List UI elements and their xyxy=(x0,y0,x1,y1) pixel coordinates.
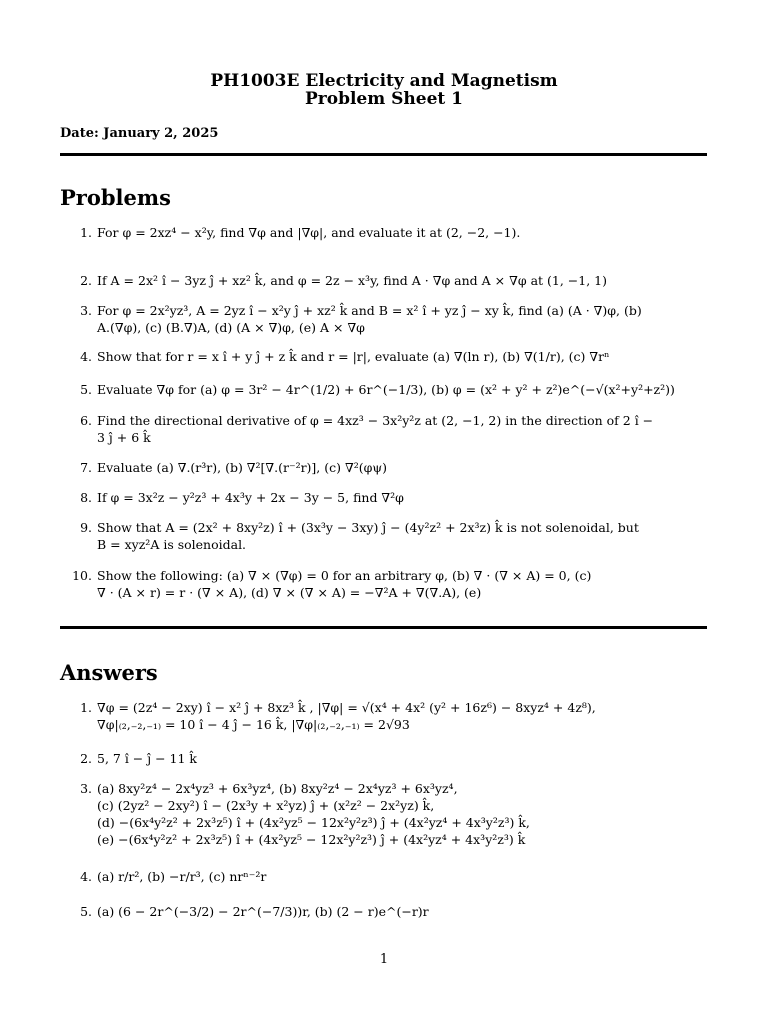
answer-number: 1. xyxy=(80,700,92,715)
problem-number: 3. xyxy=(80,303,92,318)
answer-text: (d) −(6x⁴y²z² + 2x³z⁵) î + (4x²yz⁵ − 12x²y²z³) ĵ + (4x²yz⁴ + 4x³y²z³) k̂, xyxy=(97,815,530,830)
answer-text: (a) r/r², (b) −r/r³, (c) nrⁿ⁻²r xyxy=(97,869,267,884)
problem-text: B = xyz²A is solenoidal. xyxy=(97,537,247,552)
problems-heading: Problems xyxy=(60,185,171,210)
course-title: PH1003E Electricity and Magnetism xyxy=(210,71,558,91)
answer-number: 5. xyxy=(80,904,92,919)
document-header xyxy=(0,72,768,108)
answer-text: ∇φ|₍₂,₋₂,₋₁₎ = 10 î − 4 ĵ − 16 k̂, |∇φ|₍₂,₋₂,₋₁₎ = 2√93 xyxy=(97,717,410,732)
sheet-title: Problem Sheet 1 xyxy=(304,89,463,109)
problem-text: If A = 2x² î − 3yz ĵ + xz² k̂, and φ = 2z − x³y, find A · ∇φ and A × ∇φ at (1, −1, 1) xyxy=(97,273,607,288)
problem-number: 2. xyxy=(80,273,92,288)
problem-text: A.(∇φ), (c) (B.∇)A, (d) (A × ∇)φ, (e) A × ∇φ xyxy=(97,320,365,335)
problem-text: For φ = 2x²yz³, A = 2yz î − x²y ĵ + xz² k̂ and B = x² î + yz ĵ − xy k̂, find (a) (A · ∇)φ, (b) xyxy=(97,303,642,318)
problem-text: Find the directional derivative of φ = 4xz³ − 3x²y²z at (2, −1, 2) in the direction of 2 î − xyxy=(97,413,654,428)
answer-number: 4. xyxy=(80,869,92,884)
problem-text: ∇ · (A × r) = r · (∇ × A), (d) ∇ × (∇ × A) = −∇²A + ∇(∇.A), (e) xyxy=(97,585,482,600)
page-number: 1 xyxy=(379,952,389,967)
problem-number: 5. xyxy=(80,382,92,397)
answer-number: 2. xyxy=(80,751,92,766)
problem-number: 10. xyxy=(72,568,92,583)
top-divider xyxy=(60,153,707,156)
answer-text: (e) −(6x⁴y²z² + 2x³z⁵) î + (4x²yz⁵ − 12x²y²z³) ĵ + (4x²yz⁴ + 4x³y²z³) k̂ xyxy=(97,832,526,847)
problem-text: Evaluate (a) ∇.(r³r), (b) ∇²[∇.(r⁻²r)], (c) ∇²(φψ) xyxy=(97,460,388,475)
answer-number: 3. xyxy=(80,781,92,796)
answer-text: 5, 7 î − ĵ − 11 k̂ xyxy=(97,751,197,766)
answer-text: (a) (6 − 2r^(−3/2) − 2r^(−7/3))r, (b) (2 − r)e^(−r)r xyxy=(97,904,429,919)
problem-text: 3 ĵ + 6 k̂ xyxy=(97,430,151,445)
problem-text: If φ = 3x²z − y²z³ + 4x³y + 2x − 3y − 5, find ∇²φ xyxy=(97,490,404,505)
middle-divider xyxy=(60,626,707,629)
problem-text: Evaluate ∇φ for (a) φ = 3r² − 4r^(1/2) + 6r^(−1/3), (b) φ = (x² + y² + z²)e^(−√(x²+y²+z²)) xyxy=(97,382,675,397)
problem-number: 6. xyxy=(80,413,92,428)
problem-text: Show that for r = x î + y ĵ + z k̂ and r = |r|, evaluate (a) ∇(ln r), (b) ∇(1/r), (c) ∇rⁿ xyxy=(97,349,610,364)
answer-text: ∇φ = (2z⁴ − 2xy) î − x² ĵ + 8xz³ k̂ , |∇φ| = √(x⁴ + 4x² (y² + 16z⁶) − 8xyz⁴ + 4z⁸), xyxy=(97,700,596,715)
problem-text: For φ = 2xz⁴ − x²y, find ∇φ and |∇φ|, and evaluate it at (2, −2, −1). xyxy=(97,225,521,240)
problem-text: Show that A = (2x² + 8xy²z) î + (3x³y − 3xy) ĵ − (4y²z² + 2x³z) k̂ is not solenoidal, but xyxy=(97,520,639,535)
problem-text: Show the following: (a) ∇ × (∇φ) = 0 for an arbitrary φ, (b) ∇ · (∇ × A) = 0, (c) xyxy=(97,568,592,583)
answers-heading: Answers xyxy=(60,660,158,685)
answer-text: (c) (2yz² − 2xy²) î − (2x³y + x²yz) ĵ + (x²z² − 2x²yz) k̂, xyxy=(97,798,435,813)
problem-number: 4. xyxy=(80,349,92,364)
problem-number: 8. xyxy=(80,490,92,505)
problem-number: 7. xyxy=(80,460,92,475)
answer-text: (a) 8xy²z⁴ − 2x⁴yz³ + 6x³yz⁴, (b) 8xy²z⁴ − 2x⁴yz³ + 6x³yz⁴, xyxy=(97,781,458,796)
problem-number: 9. xyxy=(80,520,92,535)
problem-number: 1. xyxy=(80,225,92,240)
sheet-date: Date: January 2, 2025 xyxy=(60,126,219,141)
